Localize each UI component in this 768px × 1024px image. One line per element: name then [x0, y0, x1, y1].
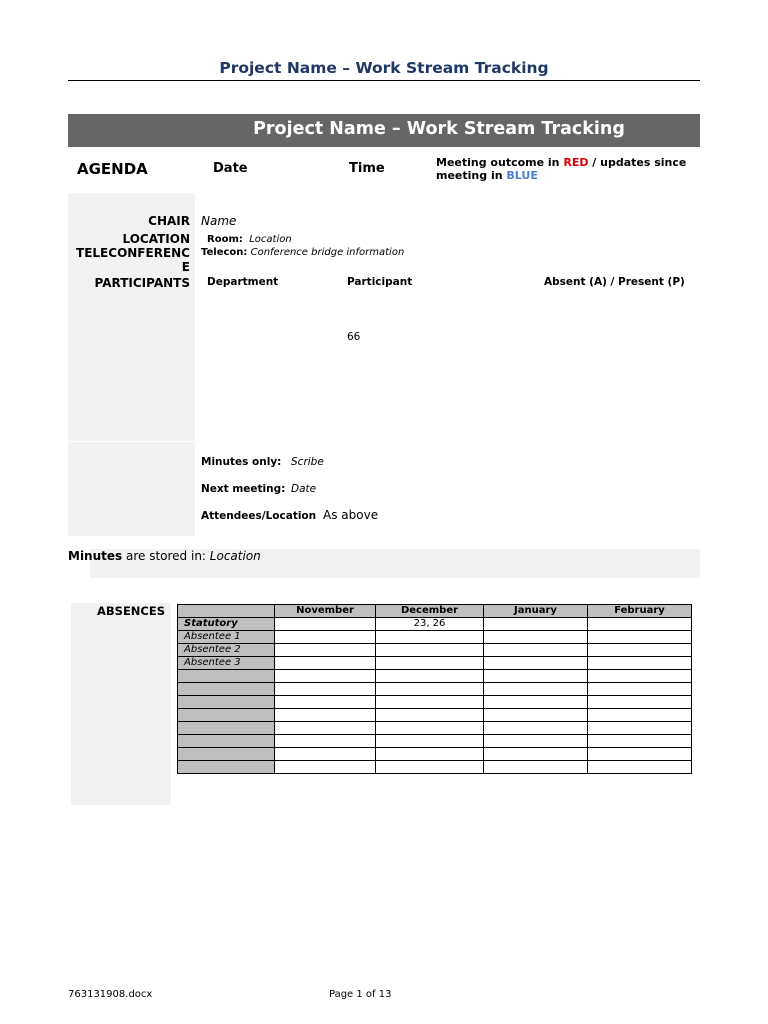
- absence-cell: [484, 670, 588, 683]
- table-row: [178, 761, 692, 774]
- minutes-location-text: [68, 549, 261, 563]
- row-label-cell: Statutory: [178, 618, 275, 631]
- absence-cell: [484, 696, 588, 709]
- next-meeting-value: Date: [291, 483, 317, 495]
- attendees-location-value: As above: [323, 508, 379, 522]
- agenda-heading: AGENDA: [77, 160, 148, 178]
- absence-cell: [376, 735, 484, 748]
- row-label-cell: [178, 683, 275, 696]
- table-row: [178, 709, 692, 722]
- month-header: January: [484, 605, 588, 618]
- absence-cell: [484, 761, 588, 774]
- absence-cell: [376, 670, 484, 683]
- row-label-cell: [178, 722, 275, 735]
- table-row: [178, 618, 692, 631]
- absence-cell: [275, 683, 376, 696]
- note-blue-word: BLUE: [506, 169, 538, 182]
- participants-label: PARTICIPANTS: [94, 276, 190, 290]
- absence-cell: [376, 683, 484, 696]
- minutes-bold-word: Minutes: [68, 549, 123, 563]
- room-value: Location: [249, 234, 292, 245]
- absence-cell: [484, 657, 588, 670]
- department-column-header: Department: [207, 276, 279, 288]
- absence-cell: [376, 657, 484, 670]
- note-text-1: Meeting outcome in: [436, 156, 564, 169]
- absence-cell: [484, 618, 588, 631]
- minutes-only-label: Minutes only:: [201, 456, 282, 468]
- chair-value: Name: [201, 214, 237, 228]
- absence-cell: [275, 657, 376, 670]
- attendees-location-label: Attendees/Location: [201, 510, 317, 522]
- table-row: [178, 722, 692, 735]
- month-header: November: [275, 605, 376, 618]
- table-row: [178, 735, 692, 748]
- minutes-text: are stored in:: [122, 549, 210, 563]
- row-label-cell: [178, 735, 275, 748]
- row-label-cell: Absentee 2: [178, 644, 275, 657]
- row-label-cell: [178, 748, 275, 761]
- note-red-word: RED: [563, 156, 589, 169]
- row-label-cell: [178, 696, 275, 709]
- footer-filename: 763131908.docx: [68, 989, 153, 1000]
- table-row: [178, 631, 692, 644]
- absence-cell: [376, 631, 484, 644]
- absence-cell: [376, 644, 484, 657]
- absence-cell: [275, 618, 376, 631]
- row-label-cell: [178, 709, 275, 722]
- row-label-cell: Absentee 1: [178, 631, 275, 644]
- details-label-panel: [68, 193, 195, 441]
- absence-cell: [376, 761, 484, 774]
- date-heading: Date: [213, 161, 248, 176]
- absence-cell: [275, 748, 376, 761]
- absence-cell: [588, 735, 692, 748]
- absence-cell: [484, 709, 588, 722]
- note-text-2: / updates since meeting in: [436, 156, 687, 182]
- meeting-info-label-panel: [68, 442, 195, 536]
- absence-cell: [484, 631, 588, 644]
- absence-cell: [588, 657, 692, 670]
- participant-number: 66: [347, 331, 361, 343]
- month-header: December: [376, 605, 484, 618]
- document-header-title: Project Name – Work Stream Tracking: [219, 59, 549, 77]
- absence-cell: [484, 748, 588, 761]
- absence-cell: [275, 735, 376, 748]
- participant-column-header: Participant: [347, 276, 413, 288]
- table-row: [178, 670, 692, 683]
- room-label: Room:: [207, 234, 243, 245]
- meeting-outcome-note: [436, 156, 698, 182]
- telecon-label: Telecon:: [201, 247, 248, 258]
- absence-cell: [588, 618, 692, 631]
- absence-cell: [588, 631, 692, 644]
- attendance-column-header: Absent (A) / Present (P): [544, 276, 685, 288]
- minutes-location-value: Location: [209, 549, 261, 563]
- absence-cell: [376, 748, 484, 761]
- absence-cell: [588, 670, 692, 683]
- absence-cell: [588, 644, 692, 657]
- absence-cell: [588, 709, 692, 722]
- month-header: February: [588, 605, 692, 618]
- absences-label: ABSENCES: [97, 604, 166, 618]
- absence-cell: [484, 683, 588, 696]
- next-meeting-label: Next meeting:: [201, 483, 286, 495]
- absence-cell: [275, 709, 376, 722]
- absence-cell: [275, 644, 376, 657]
- table-row: [178, 696, 692, 709]
- absence-cell: 23, 26: [376, 618, 484, 631]
- telecon-line: [201, 247, 404, 258]
- absence-cell: [588, 748, 692, 761]
- absences-header-row: [178, 605, 692, 618]
- chair-label: CHAIR: [148, 214, 190, 228]
- absence-cell: [275, 722, 376, 735]
- table-row: [178, 657, 692, 670]
- time-heading: Time: [349, 161, 385, 176]
- row-label-cell: Absentee 3: [178, 657, 275, 670]
- absence-cell: [484, 722, 588, 735]
- absences-table: [177, 604, 692, 774]
- absence-cell: [376, 696, 484, 709]
- absence-cell: [588, 722, 692, 735]
- minutes-only-value: Scribe: [291, 456, 324, 468]
- absence-cell: [275, 761, 376, 774]
- footer-page-number: Page 1 of 13: [329, 989, 392, 1000]
- table-row: [178, 644, 692, 657]
- absence-cell: [588, 696, 692, 709]
- location-label: LOCATION: [122, 232, 190, 246]
- absence-cell: [484, 735, 588, 748]
- absence-cell: [376, 709, 484, 722]
- teleconference-label: TELECONFERENCE: [76, 246, 190, 274]
- table-row: [178, 683, 692, 696]
- header-divider: [68, 80, 700, 81]
- absences-header-corner: [178, 605, 275, 618]
- room-line: [207, 234, 292, 245]
- absence-cell: [588, 683, 692, 696]
- absence-cell: [275, 696, 376, 709]
- row-label-cell: [178, 761, 275, 774]
- table-row: [178, 748, 692, 761]
- absence-cell: [275, 670, 376, 683]
- row-label-cell: [178, 670, 275, 683]
- title-banner: Project Name – Work Stream Tracking: [68, 114, 700, 147]
- absence-cell: [588, 761, 692, 774]
- telecon-value: Conference bridge information: [250, 247, 405, 258]
- absences-label-panel: [71, 603, 171, 805]
- absence-cell: [275, 631, 376, 644]
- absence-cell: [376, 722, 484, 735]
- absence-cell: [484, 644, 588, 657]
